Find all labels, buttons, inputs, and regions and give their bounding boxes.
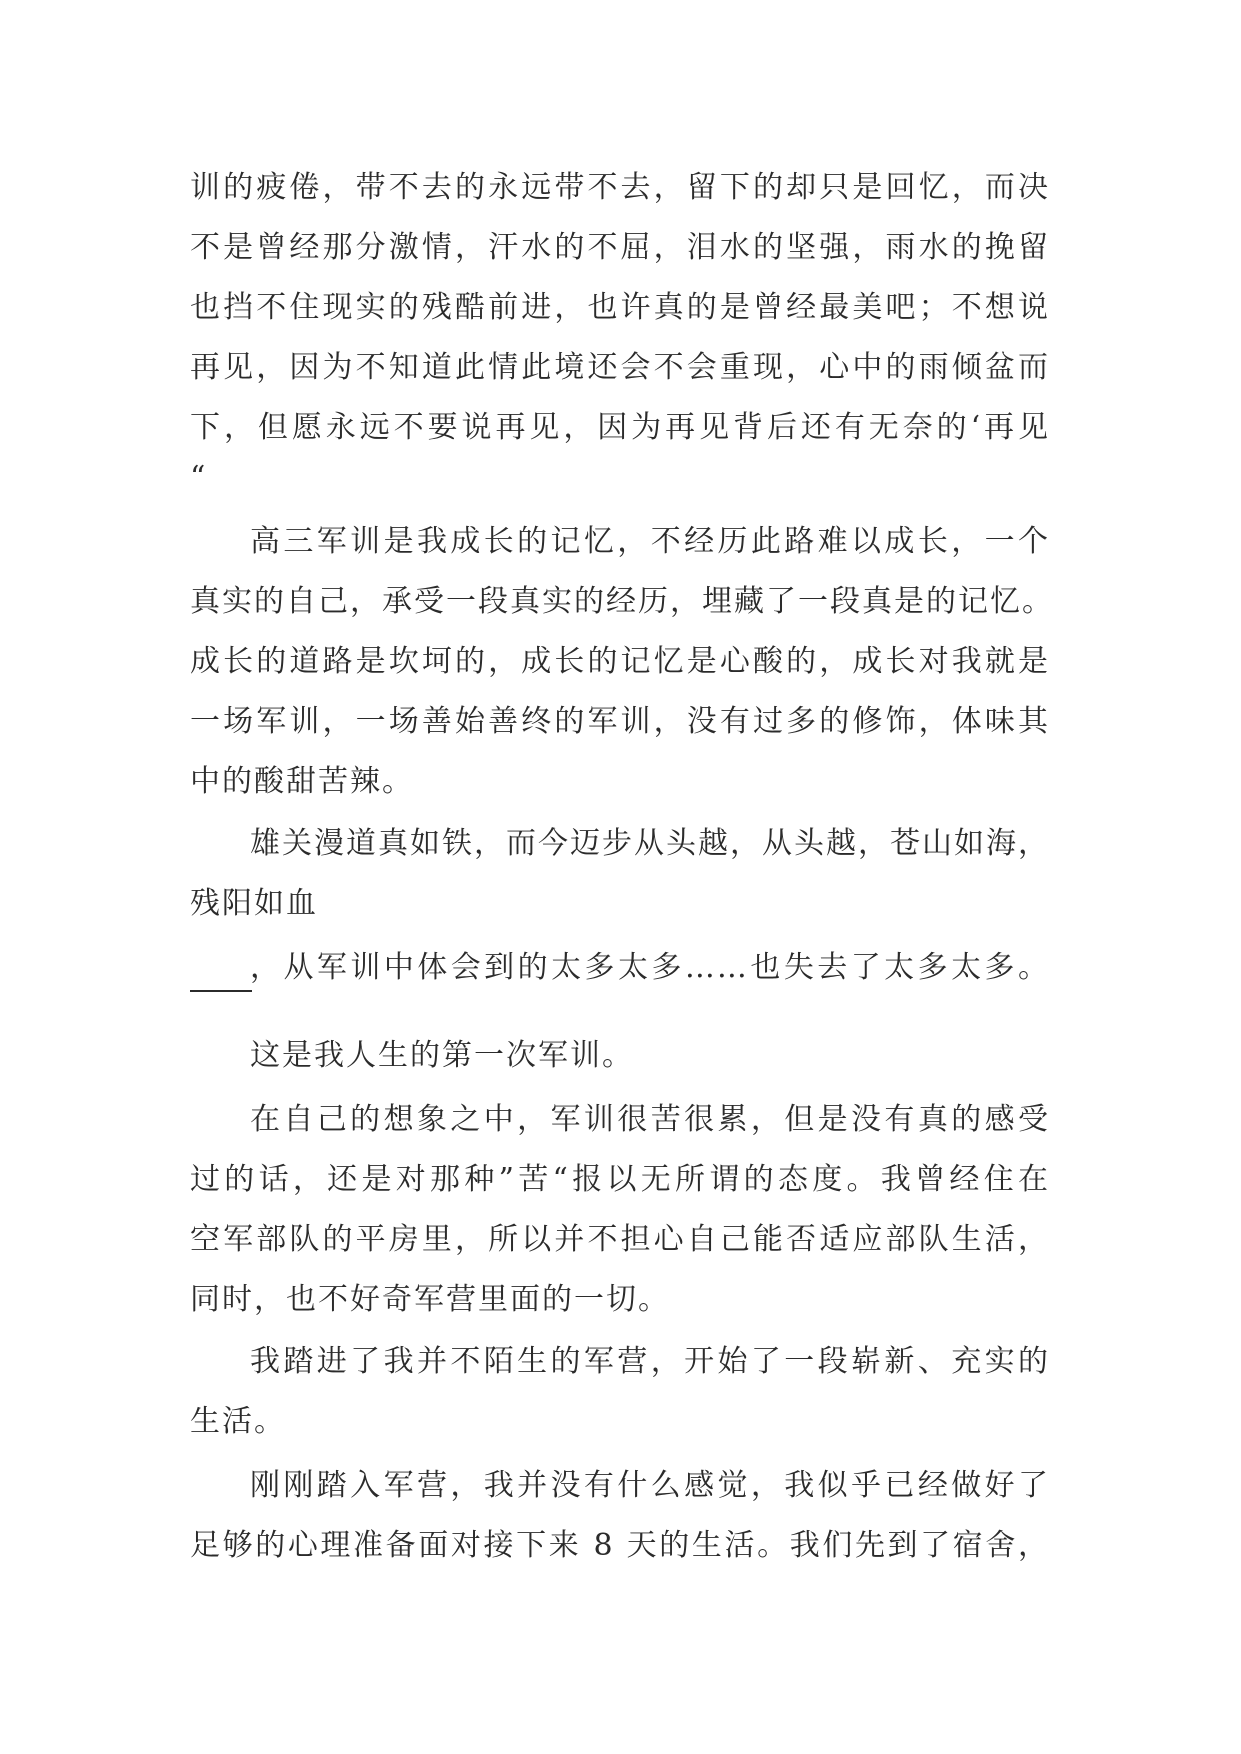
text-line: 也挡不住现实的残酷前进，也许真的是曾经最美吧；不想说 [190, 290, 1050, 325]
text-line: “ [190, 460, 208, 495]
dash-rule [190, 990, 252, 992]
text-line: 生活。 [190, 1404, 286, 1439]
paragraph-first-line: 在自己的想象之中，军训很苦很累，但是没有真的感受 [250, 1102, 1050, 1137]
text-line: 足够的心理准备面对接下来 8 天的生活。我们先到了宿舍， [190, 1528, 1050, 1563]
paragraph-first-line: 这是我人生的第一次军训。 [250, 1038, 634, 1073]
text-line: 下，但愿永远不要说再见，因为再见背后还有无奈的‘再见 [190, 410, 1050, 445]
text-line: 残阳如血 [190, 886, 318, 921]
text-line: 不是曾经那分激情，汗水的不屈，泪水的坚强，雨水的挽留 [190, 230, 1050, 265]
text-line: 过的话，还是对那种”苦“报以无所谓的态度。我曾经住在 [190, 1162, 1050, 1197]
paragraph-first-line: 刚刚踏入军营，我并没有什么感觉，我似乎已经做好了 [250, 1468, 1050, 1503]
text-line: 真实的自己，承受一段真实的经历，埋藏了一段真是的记忆。 [190, 584, 1054, 619]
text-line: 再见，因为不知道此情此境还会不会重现，心中的雨倾盆而 [190, 350, 1050, 385]
text-line: 同时，也不好奇军营里面的一切。 [190, 1282, 670, 1317]
paragraph-first-line: 雄关漫道真如铁，而今迈步从头越，从头越，苍山如海， [250, 826, 1050, 861]
paragraph-first-line: ，从军训中体会到的太多太多……也失去了太多太多。 [250, 950, 1050, 985]
paragraph-first-line: 我踏进了我并不陌生的军营，开始了一段崭新、充实的 [250, 1344, 1050, 1379]
text-line: 中的酸甜苦辣。 [190, 764, 414, 799]
text-line: 一场军训，一场善始善终的军训，没有过多的修饰，体味其 [190, 704, 1050, 739]
paragraph-first-line: 高三军训是我成长的记忆，不经历此路难以成长，一个 [250, 524, 1050, 559]
text-line: 空军部队的平房里，所以并不担心自己能否适应部队生活， [190, 1222, 1050, 1257]
text-line: 训的疲倦，带不去的永远带不去，留下的却只是回忆，而决 [190, 170, 1050, 205]
text-line: 成长的道路是坎坷的，成长的记忆是心酸的，成长对我就是 [190, 644, 1050, 679]
